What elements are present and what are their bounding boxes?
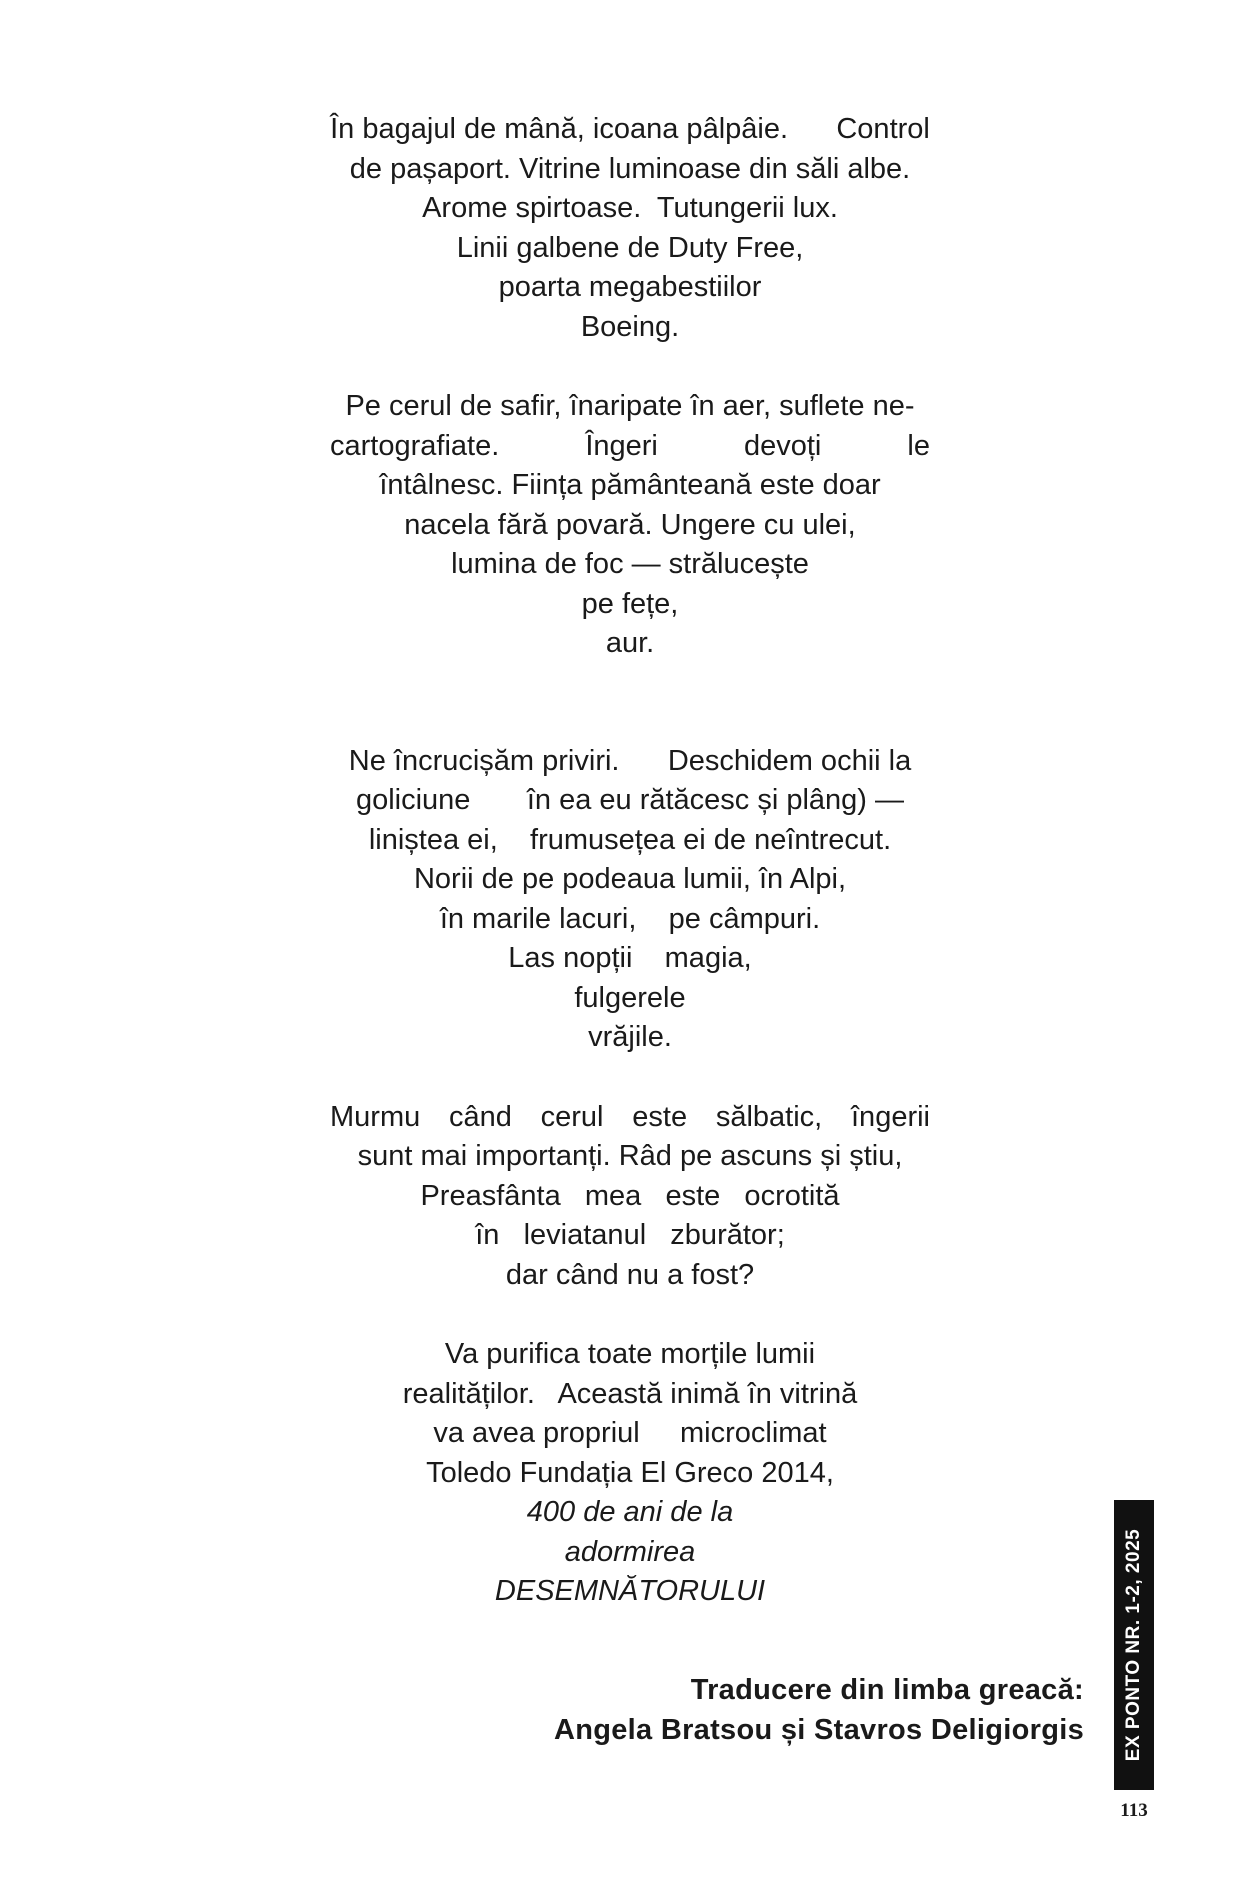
poem-line: Linii galbene de Duty Free, xyxy=(456,231,804,264)
poem-line: realităților. Această inimă în vitrină xyxy=(402,1377,858,1410)
poem-line: în leviatanul zburător; xyxy=(475,1219,785,1251)
translator-names: Angela Bratsou și Stavros Deligiorgis xyxy=(553,1714,1084,1746)
poem-line: de pașaport. Vitrine luminoase din săli albe. xyxy=(349,152,911,185)
poem-line: lumina de foc — strălucește xyxy=(451,548,809,580)
poem-line: 400 de ani de la xyxy=(526,1496,734,1528)
poem xyxy=(0,110,1260,1612)
poem-line: Arome spirtoase. Tutungerii lux. xyxy=(422,192,838,224)
poem-line: aur. xyxy=(605,627,655,659)
poem-line: DESEMNĂTORULUI xyxy=(494,1575,766,1607)
poem-line: goliciune în ea eu rătăcesc și plâng) — xyxy=(355,784,905,816)
stanza-4 xyxy=(330,1098,930,1296)
poem-line: poarta megabestiilor xyxy=(498,271,762,303)
poem-line: Preasfânta mea este ocrotită xyxy=(420,1179,840,1212)
translation-credits xyxy=(554,1670,1084,1750)
stanza-5 xyxy=(330,1335,930,1612)
poem-line: Norii de pe podeaua lumii, în Alpi, xyxy=(413,863,847,895)
poem-line: Las nopții magia, xyxy=(508,942,752,974)
stanza-3 xyxy=(330,742,930,1058)
page-number: 113 xyxy=(1120,1800,1148,1821)
journal-issue-label: EX PONTO NR. 1-2, 2025 xyxy=(1123,1528,1144,1762)
poem-line: va avea propriul microclimat xyxy=(433,1417,827,1449)
poem-line: Ne încrucișăm priviri. Deschidem ochii la xyxy=(348,744,912,777)
poem-line: nacela fără povară. Ungere cu ulei, xyxy=(404,508,856,541)
poem-line: Boeing. xyxy=(580,310,680,343)
poem-line: Toledo Fundația El Greco 2014, xyxy=(426,1456,834,1489)
journal-spine-tab xyxy=(1114,1500,1154,1790)
poem-line: Pe cerul de safir, înaripate în aer, suflete ne- xyxy=(345,390,915,422)
poem-line: sunt mai importanți. Râd pe ascuns și știu, xyxy=(357,1140,903,1172)
poem-line: Murmu când cerul este sălbatic, îngerii xyxy=(330,1100,930,1133)
poem-line: liniștea ei, frumusețea ei de neîntrecut. xyxy=(368,823,892,856)
poem-line: dar când nu a fost? xyxy=(505,1258,755,1291)
poem-line: vrăjile. xyxy=(588,1021,672,1053)
poem-line: întâlnesc. Ființa pământeană este doar xyxy=(379,469,881,501)
poem-line: cartografiate. Îngeri devoți le xyxy=(330,429,930,462)
poem-line: fulgerele xyxy=(574,981,686,1014)
poem-line: în marile lacuri, pe câmpuri. xyxy=(439,902,821,935)
poem-line: În bagajul de mână, icoana pâlpâie. Control xyxy=(330,113,930,145)
poem-line: adormirea xyxy=(564,1535,696,1568)
stanza-1 xyxy=(330,110,930,347)
translation-label: Traducere din limba greacă: xyxy=(690,1674,1084,1706)
stanza-2 xyxy=(330,387,930,664)
poem-line: pe fețe, xyxy=(581,587,679,620)
poem-line: Va purifica toate morțile lumii xyxy=(444,1338,816,1370)
